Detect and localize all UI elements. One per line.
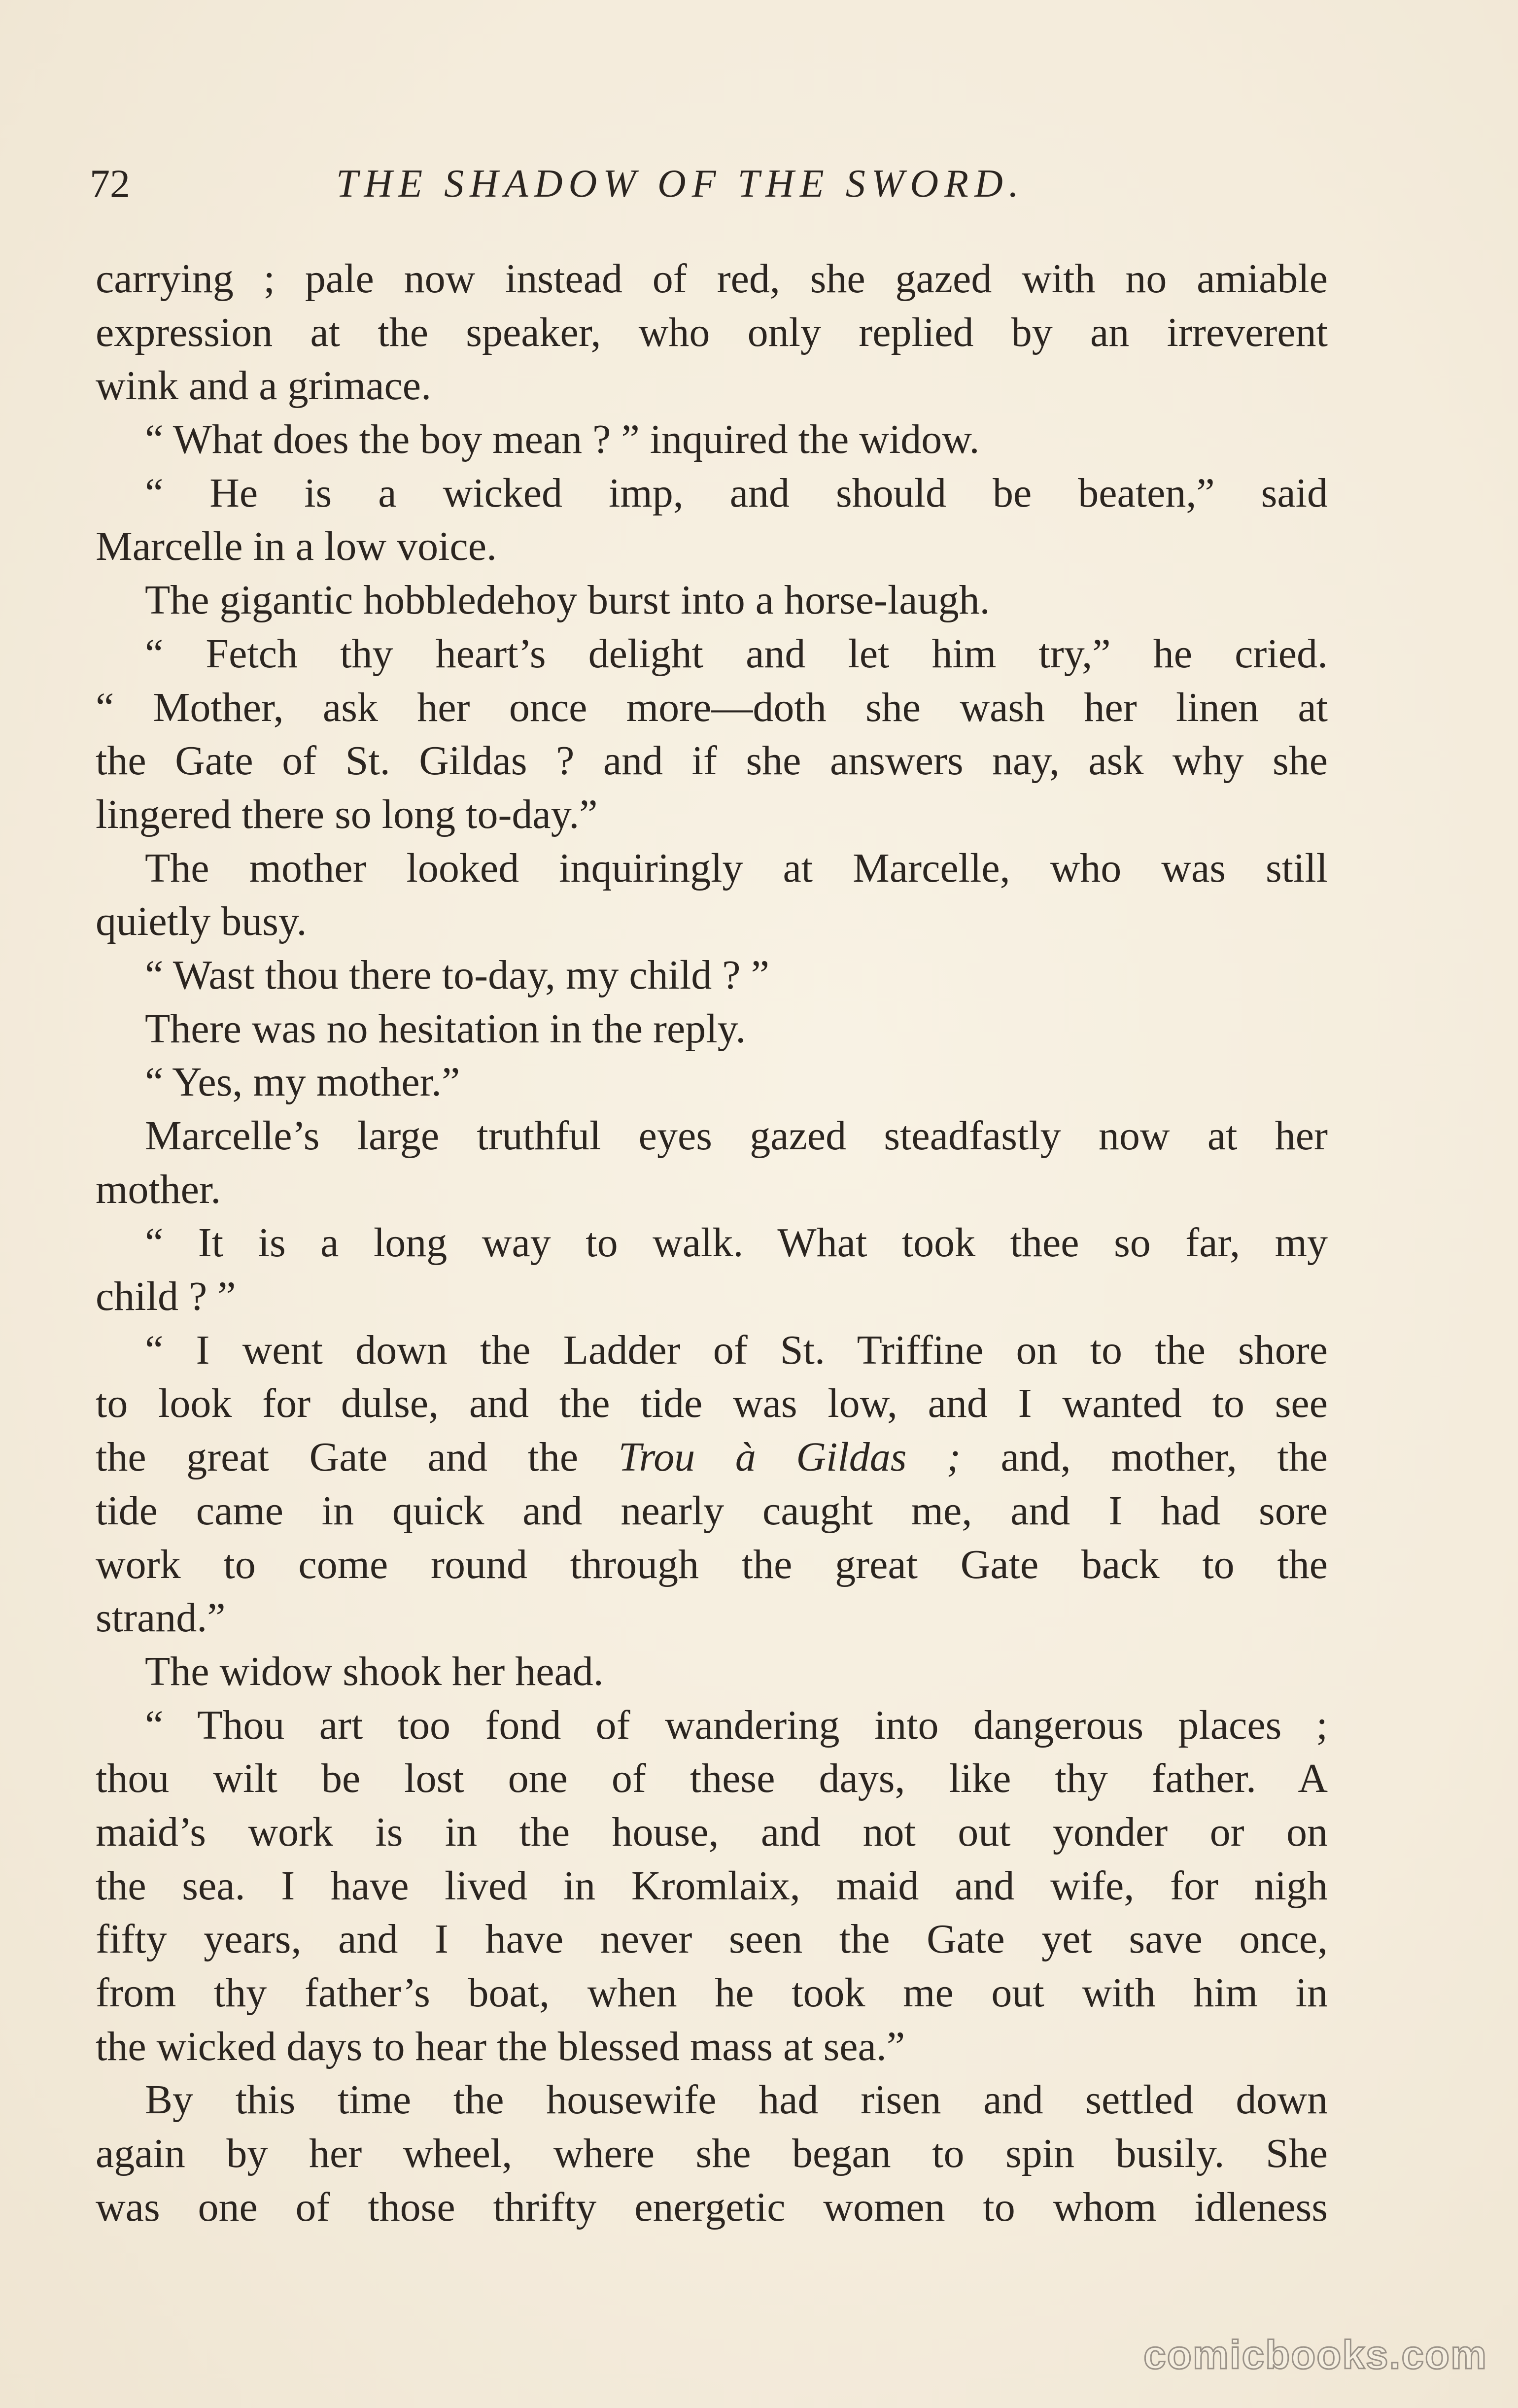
- text-line: the great Gate and the Trou à Gildas ; and, mother, the: [96, 1434, 1328, 1480]
- body-text: [96, 252, 1328, 2234]
- text-line: the sea. I have lived in Kromlaix, maid and wife, for nigh: [96, 1862, 1328, 1909]
- italic-phrase: Trou à Gildas ;: [618, 1434, 961, 1480]
- text-line: “ I went down the Ladder of St. Triffine on to the shore: [145, 1327, 1328, 1373]
- text-line: strand.”: [96, 1595, 226, 1641]
- paragraph: [96, 1324, 1328, 1645]
- text-line: mother.: [96, 1166, 221, 1212]
- text-line: from thy father’s boat, when he took me out with him in: [96, 1970, 1328, 2016]
- text-line: “ Thou art too fond of wandering into dangerous places ;: [145, 1702, 1328, 1748]
- text-line: “ Mother, ask her once more—doth she wash her linen at: [96, 684, 1328, 730]
- paragraph: [96, 2073, 1328, 2234]
- paragraph: [96, 467, 1328, 574]
- text-line: “ It is a long way to walk. What took thee so far, my: [145, 1220, 1328, 1266]
- paragraph: [96, 949, 1328, 1002]
- text-line: “ Fetch thy heart’s delight and let him try,” he cried.: [145, 630, 1328, 677]
- paragraph: [96, 1109, 1328, 1216]
- running-title: THE SHADOW OF THE SWORD.: [336, 162, 1025, 206]
- text-line: child ? ”: [96, 1273, 236, 1320]
- text-line: wink and a grimace.: [96, 363, 432, 409]
- paragraph: [96, 627, 1328, 842]
- text-line: “ Yes, my mother.”: [145, 1059, 460, 1105]
- site-watermark: comicbooks.com: [1143, 2333, 1487, 2377]
- paragraph: [96, 1645, 1328, 1699]
- text-line: The mother looked inquiringly at Marcelle, who was still: [145, 845, 1328, 891]
- text-line: thou wilt be lost one of these days, like thy father. A: [96, 1755, 1328, 1802]
- text-line: quietly busy.: [96, 898, 307, 945]
- text-line: Marcelle in a low voice.: [96, 523, 497, 570]
- text-line: to look for dulse, and the tide was low, and I wanted to see: [96, 1380, 1328, 1427]
- text-line: again by her wheel, where she began to spin busily. She: [96, 2131, 1328, 2177]
- text-line: maid’s work is in the house, and not out yonder or on: [96, 1809, 1328, 1855]
- text-line: “ What does the boy mean ? ” inquired the widow.: [145, 416, 980, 463]
- paragraph: [96, 842, 1328, 949]
- page-number: 72: [90, 161, 130, 206]
- text-line: fifty years, and I have never seen the Gate yet save once,: [96, 1916, 1328, 1962]
- paragraph: [96, 1216, 1328, 1323]
- text-line: The widow shook her head.: [145, 1648, 604, 1694]
- text-line: “ Wast thou there to-day, my child ? ”: [145, 952, 769, 998]
- text-line: The gigantic hobbledehoy burst into a horse-laugh.: [145, 577, 990, 623]
- page-header: [90, 157, 1327, 211]
- text-line: was one of those thrifty energetic women to whom idleness: [96, 2184, 1328, 2230]
- paragraph: [96, 413, 1328, 467]
- paragraph: [96, 574, 1328, 627]
- text-line: the wicked days to hear the blessed mass at sea.”: [96, 2023, 905, 2069]
- paragraph: [96, 1699, 1328, 2074]
- text-line: tide came in quick and nearly caught me, and I had sore: [96, 1487, 1328, 1534]
- text-line: lingered there so long to-day.”: [96, 791, 598, 837]
- text-line: the Gate of St. Gildas ? and if she answers nay, ask why she: [96, 738, 1328, 784]
- text-line: “ He is a wicked imp, and should be beaten,” said: [145, 470, 1328, 516]
- paragraph: [96, 252, 1328, 413]
- text-line: There was no hesitation in the reply.: [145, 1005, 746, 1052]
- text-line: carrying ; pale now instead of red, she gazed with no amiable: [96, 256, 1328, 302]
- paragraph: [96, 1056, 1328, 1109]
- text-line: Marcelle’s large truthful eyes gazed steadfastly now at her: [145, 1113, 1328, 1159]
- text-line: work to come round through the great Gate back to the: [96, 1541, 1328, 1587]
- paragraph: [96, 1002, 1328, 1056]
- text-line: expression at the speaker, who only replied by an irreverent: [96, 309, 1328, 355]
- text-line: By this time the housewife had risen and settled down: [145, 2077, 1328, 2123]
